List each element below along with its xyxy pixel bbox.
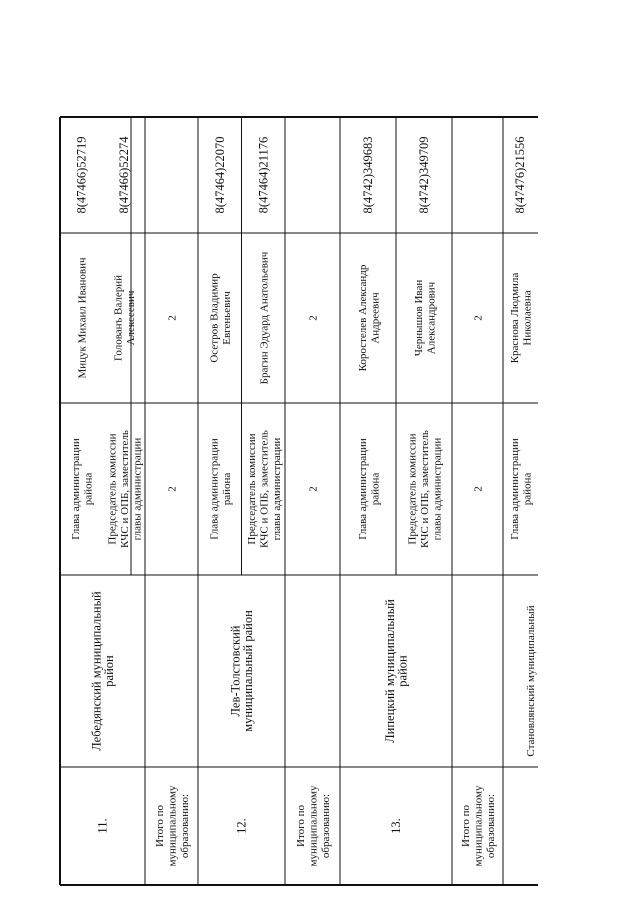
official-position-line: района — [521, 472, 534, 506]
total-names: 2 — [166, 315, 179, 321]
official-name-line: Алексеевич — [125, 290, 137, 346]
official-position — [246, 430, 283, 548]
district-name-line: Липецкий муниципальный — [382, 599, 397, 743]
district-name-partial-line: Становлянский муниципальный — [525, 605, 537, 757]
official-name — [357, 264, 382, 371]
total-names: 2 — [307, 315, 320, 321]
official-position-line: главы администрации — [270, 437, 283, 541]
total-label-line: образованию: — [179, 793, 191, 859]
official-position-line: КЧС и ОПБ, заместитель — [258, 430, 271, 548]
official-name-line: Осетров Владимир — [208, 273, 221, 363]
official-position-line: района — [369, 472, 382, 506]
row-number — [235, 818, 249, 834]
total-label-line: Итого по — [295, 805, 307, 847]
official-name-line: Андреевич — [369, 292, 382, 344]
district-name-line: Лебедянский муниципальный — [89, 591, 104, 751]
official-position-line: Глава администрации — [208, 438, 221, 540]
district-name-partial — [525, 605, 537, 756]
official-name-line: Мицук Михаил Иванович — [76, 257, 89, 379]
official-name-line: Николаевна — [521, 290, 534, 346]
total-label — [154, 785, 191, 867]
official-position-line: района — [221, 472, 233, 506]
official-position-line: главы администрации — [131, 437, 144, 541]
official-position — [209, 438, 234, 540]
official-name-line: Александрович — [425, 281, 438, 355]
total-label — [295, 785, 332, 867]
official-name-line: Брагин Эдуард Анатольевич — [258, 251, 271, 385]
total-label-line: образованию: — [320, 793, 332, 859]
official-position-line: Глава администрации — [356, 438, 369, 540]
total-label-line: муниципальному — [166, 785, 179, 867]
official-name — [76, 257, 88, 379]
official-name-line: Коростелев Александр — [356, 264, 369, 372]
row-number — [389, 818, 403, 834]
official-phone: 8(47466)52719 — [74, 136, 89, 214]
row-number-line: 13. — [389, 818, 403, 834]
official-position-line: Председатель комиссии — [245, 433, 258, 545]
official-phone: 8(47466)52274 — [116, 136, 131, 214]
total-positions: 2 — [307, 486, 320, 492]
official-phone: 8(4742)349683 — [361, 136, 375, 214]
official-name — [413, 280, 438, 357]
official-position-line: района — [82, 472, 95, 506]
official-phone: 8(47464)21176 — [256, 136, 271, 214]
official-position — [357, 438, 382, 540]
district-name — [89, 591, 116, 751]
official-name-line: Краснова Людмила — [508, 272, 521, 364]
row-number-line: 12. — [234, 818, 249, 834]
row-number-line: 11. — [95, 818, 110, 834]
district-name-line: район — [395, 655, 410, 687]
official-phone: 8(4742)349709 — [417, 136, 431, 214]
total-label — [460, 785, 497, 867]
total-label-line: образованию: — [485, 793, 497, 859]
total-label-line: Итого по — [154, 805, 166, 847]
official-position-line: главы администрации — [431, 437, 444, 541]
total-positions: 2 — [166, 486, 179, 492]
official-name-line: Евгеньевич — [221, 291, 233, 345]
total-positions: 2 — [472, 486, 485, 492]
district-name-line: район — [101, 655, 116, 687]
official-position — [70, 438, 95, 540]
official-name-line: Голованъ Валерий — [112, 275, 125, 361]
official-position-line: КЧС и ОПБ, заместитель — [118, 430, 131, 548]
official-phone: 8(47464)22070 — [212, 136, 227, 214]
row-number — [96, 818, 110, 833]
total-names: 2 — [472, 315, 485, 321]
official-name — [258, 251, 270, 384]
total-label-line: Итого по — [460, 805, 472, 847]
official-position-line: Председатель комиссии — [106, 433, 119, 545]
official-phone: 8(47476)21556 — [513, 136, 527, 214]
official-position-line: КЧС и ОПБ, заместитель — [419, 430, 431, 548]
district-name — [383, 599, 410, 743]
district-name-line: Лев-Толстовский — [228, 625, 243, 717]
total-label-line: муниципальному — [472, 785, 485, 867]
official-position — [106, 430, 143, 548]
official-position-line: Глава администрации — [70, 438, 82, 540]
district-name — [228, 610, 255, 732]
total-label-line: муниципальному — [307, 785, 320, 867]
official-position — [509, 438, 534, 540]
official-position-line: Председатель комиссии — [406, 433, 419, 545]
official-position-line: Глава администрации — [508, 438, 521, 540]
official-name-line: Чернышов Иван — [412, 279, 425, 357]
official-name — [113, 275, 138, 361]
district-name-line: муниципальный район — [240, 610, 255, 732]
official-position — [407, 430, 444, 548]
official-name — [209, 273, 234, 363]
official-name — [509, 273, 534, 364]
